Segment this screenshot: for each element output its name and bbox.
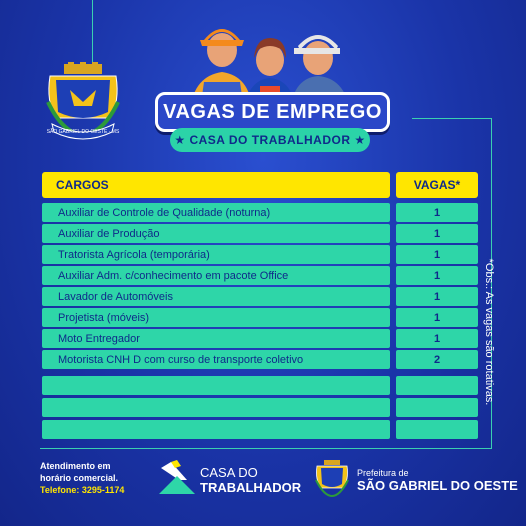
table-row-cargo: Auxiliar de Produção (42, 224, 390, 243)
table-row-cargo: Moto Entregador (42, 329, 390, 348)
contact-line-1: Atendimento em (40, 461, 111, 471)
frame-line-right (412, 118, 492, 119)
table-row-vagas: 1 (396, 203, 478, 222)
table-row-vagas: 1 (396, 224, 478, 243)
table-row-vagas: 1 (396, 245, 478, 264)
column-header-cargos: CARGOS (42, 172, 390, 198)
observation-note (478, 232, 500, 432)
title-banner (155, 92, 390, 132)
casa-line-2: TRABALHADOR (200, 480, 302, 495)
table-row-cargo: Auxiliar de Controle de Qualidade (noturna) (42, 203, 390, 222)
prefeitura-logo (357, 468, 518, 493)
casa-line-1: CASA DO (200, 465, 258, 480)
table-row-vagas (396, 420, 478, 439)
frame-line-left (92, 0, 93, 62)
table-row-cargo: Auxiliar Adm. c/conhecimento em pacote Office (42, 266, 390, 285)
casa-do-trabalhador-icon (157, 458, 197, 496)
table-row-vagas: 2 (396, 350, 478, 369)
contact-info (40, 460, 124, 496)
table-row-cargo (42, 376, 390, 395)
city-crest-logo (42, 62, 124, 144)
column-header-vagas: VAGAS* (396, 172, 478, 198)
table-row-cargo: Tratorista Agrícola (temporária) (42, 245, 390, 264)
page-subtitle: ★ CASA DO TRABALHADOR ★ (174, 133, 366, 147)
crest-caption: SÃO GABRIEL DO OESTE · MS (46, 129, 120, 135)
table-row-vagas (396, 398, 478, 417)
prefeitura-line-2: SÃO GABRIEL DO OESTE (357, 478, 518, 493)
casa-do-trabalhador-logo (200, 465, 301, 495)
prefeitura-crest-icon (312, 458, 352, 498)
contact-line-2: horário comercial. (40, 473, 119, 483)
prefeitura-line-1: Prefeitura de (357, 468, 409, 478)
table-row-vagas: 1 (396, 308, 478, 327)
table-row-cargo: Lavador de Automóveis (42, 287, 390, 306)
frame-line-bottom (40, 448, 492, 449)
page-title: VAGAS DE EMPREGO (163, 100, 382, 123)
table-row-cargo: Projetista (móveis) (42, 308, 390, 327)
table-row-vagas (396, 376, 478, 395)
table-row-vagas: 1 (396, 266, 478, 285)
table-row-vagas: 1 (396, 329, 478, 348)
table-row-vagas: 1 (396, 287, 478, 306)
table-row-cargo: Motorista CNH D com curso de transporte coletivo (42, 350, 390, 369)
table-row-cargo (42, 398, 390, 417)
subtitle-banner (170, 128, 370, 152)
phone-number: Telefone: 3295-1174 (40, 485, 125, 495)
table-row-cargo (42, 420, 390, 439)
observation-text: *Obs.: As vagas são rotativas. (483, 258, 495, 406)
